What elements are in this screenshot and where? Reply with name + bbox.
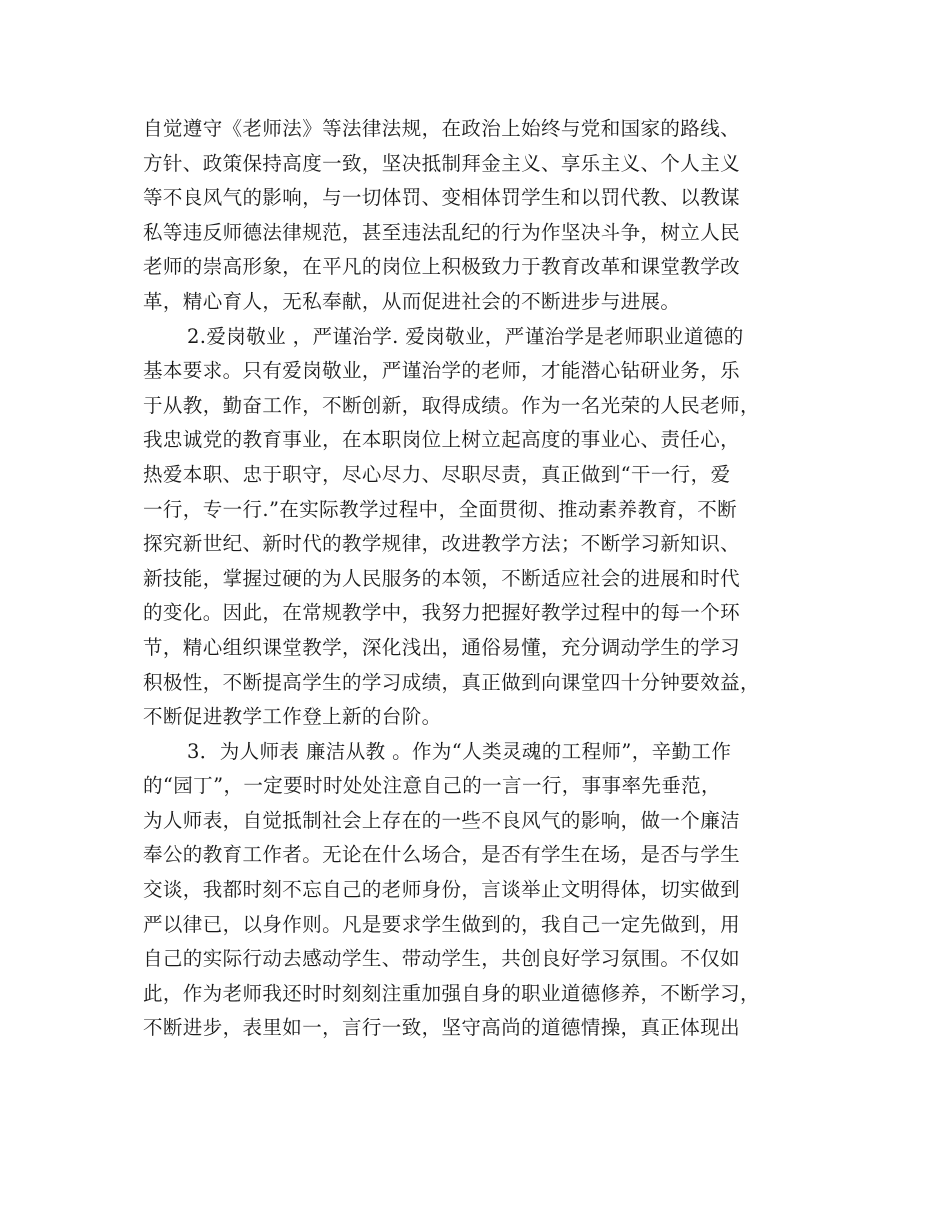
text-line: 不断促进教学工作登上新的台阶。 bbox=[143, 705, 442, 729]
text-line: 革，精心育人，无私奉献，从而促进社会的不断进步与进展。 bbox=[143, 289, 681, 313]
text-line: 新技能，掌握过硬的为人民服务的本领，不断适应社会的进展和时代 bbox=[143, 566, 741, 590]
text-line: 不断进步，表里如一，言行一致，坚守高尚的道德情操，真正体现出 bbox=[143, 1016, 741, 1040]
text-line: 热爱本职、忠于职守，尽心尽力、尽职尽责，真正做到“干一行，爱 bbox=[143, 462, 731, 486]
text-line: 基本要求。只有爱岗敬业，严谨治学的老师，才能潜心钻研业务，乐 bbox=[143, 359, 741, 383]
text-line: 的变化。因此，在常规教学中，我努力把握好教学过程中的每一个环 bbox=[143, 601, 741, 625]
text-line: 老师的崇高形象，在平凡的岗位上积极致力于教育改革和课堂教学改 bbox=[143, 255, 741, 279]
text-line: 交谈，我都时刻不忘自己的老师身份，言谈举止文明得体，切实做到 bbox=[143, 878, 741, 902]
text-line: 3．为人师表 廉洁从教 。作为“人类灵魂的工程师”，辛勤工作 bbox=[187, 739, 732, 763]
text-line: 的“园丁”，一定要时时处处注意自己的一言一行，事事率先垂范， bbox=[143, 774, 721, 798]
text-line: 2.爱岗敬业 ，严谨治学. 爱岗敬业，严谨治学是老师职业道德的 bbox=[187, 324, 744, 348]
text-line: 积极性，不断提高学生的学习成绩，真正做到向课堂四十分钟要效益， bbox=[143, 670, 760, 694]
text-line: 等不良风气的影响，与一切体罚、变相体罚学生和以罚代教、以教谋 bbox=[143, 186, 741, 210]
text-line: 自觉遵守《老师法》等法律法规，在政治上始终与党和国家的路线、 bbox=[143, 117, 741, 140]
text-line: 奉公的教育工作者。无论在什么场合，是否有学生在场，是否与学生 bbox=[143, 843, 741, 867]
text-line: 一行，专一行.”在实际教学过程中，全面贯彻、推动素养教育，不断 bbox=[143, 497, 738, 521]
text-line: 我忠诚党的教育事业，在本职岗位上树立起高度的事业心、责任心， bbox=[143, 428, 741, 452]
text-line: 此，作为老师我还时时刻刻注重加强自身的职业道德修养，不断学习， bbox=[143, 981, 760, 1005]
text-line: 探究新世纪、新时代的教学规律，改进教学方法；不断学习新知识、 bbox=[143, 532, 741, 556]
text-line: 方针、政策保持高度一致，坚决抵制拜金主义、享乐主义、个人主义 bbox=[143, 151, 741, 175]
text-line: 严以律已，以身作则。凡是要求学生做到的，我自己一定先做到，用 bbox=[143, 912, 741, 936]
text-line: 节，精心组织课堂教学，深化浅出，通俗易懂，充分调动学生的学习 bbox=[143, 635, 741, 659]
text-line: 私等违反师德法律规范，甚至违法乱纪的行为作坚决斗争，树立人民 bbox=[143, 220, 741, 244]
text-line: 自己的实际行动去感动学生、带动学生，共创良好学习氛围。不仅如 bbox=[143, 947, 741, 971]
text-line: 于从教，勤奋工作，不断创新，取得成绩。作为一名光荣的人民老师， bbox=[143, 393, 760, 417]
body-text bbox=[143, 112, 811, 1046]
text-line: 为人师表，自觉抵制社会上存在的一些不良风气的影响，做一个廉洁 bbox=[143, 808, 741, 832]
